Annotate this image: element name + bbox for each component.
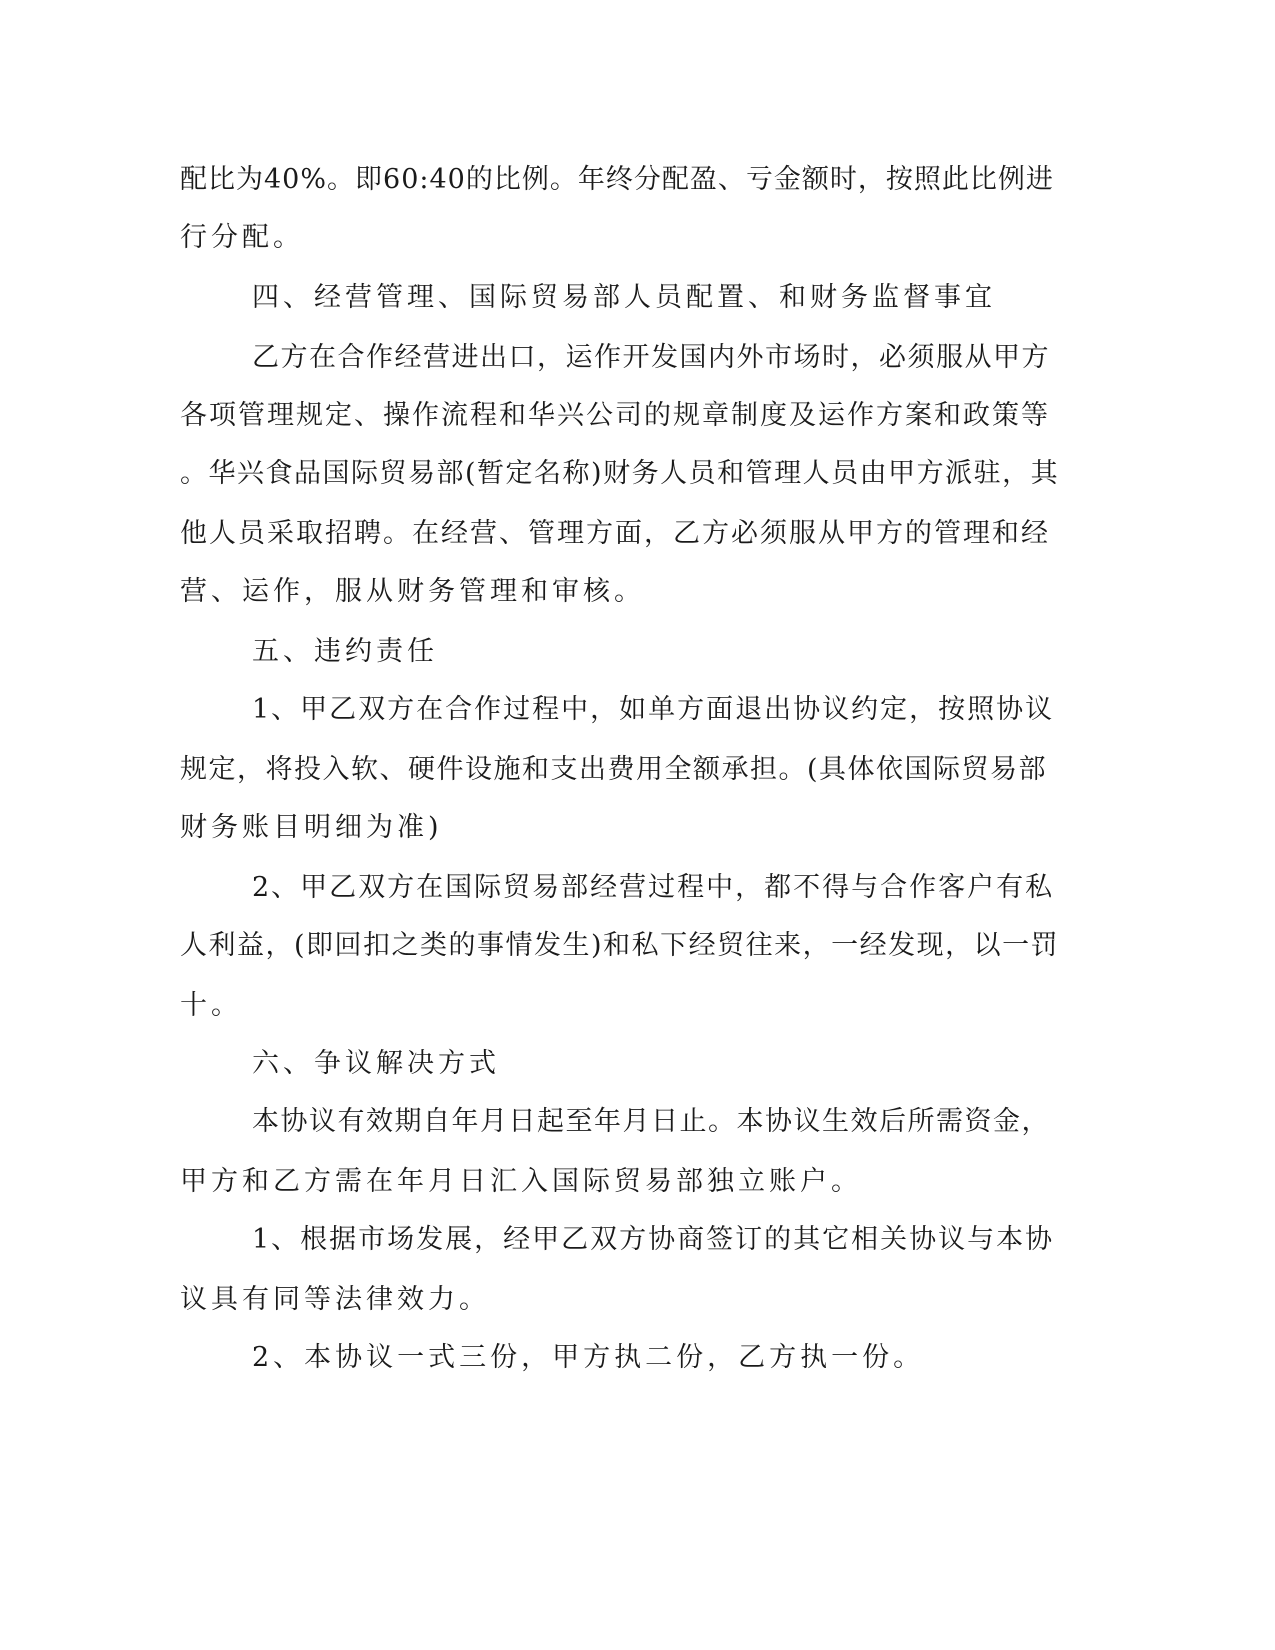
text-line: 议具有同等法律效力。 [180,1284,490,1315]
text-line: 1、甲乙双方在合作过程中，如单方面退出协议约定，按照协议 [252,694,1055,725]
text-line: 各项管理规定、操作流程和华兴公司的规章制度及运作方案和政策等 [180,400,1050,431]
text-line: 规定，将投入软、硬件设施和支出费用全额承担。(具体依国际贸易部 [180,754,1048,785]
text-line: 营、运作，服从财务管理和审核。 [180,576,645,607]
text-line: 2、甲乙双方在国际贸易部经营过程中，都不得与合作客户有私 [252,872,1055,903]
text-line: 人利益，(即回扣之类的事情发生)和私下经贸往来，一经发现，以一罚 [180,930,1060,961]
text-line: 财务账目明细为准) [180,812,443,843]
section-heading: 六、争议解决方式 [252,1048,500,1079]
section-heading: 四、经营管理、国际贸易部人员配置、和财务监督事宜 [252,282,996,313]
text-line: 十。 [180,990,242,1021]
text-line: 行分配。 [180,222,304,253]
text-line: 他人员采取招聘。在经营、管理方面，乙方必须服从甲方的管理和经 [180,518,1050,549]
text-line: 1、根据市场发展，经甲乙双方协商签订的其它相关协议与本协 [252,1224,1055,1255]
section-heading: 五、违约责任 [252,636,438,667]
text-line: 配比为40%。即60:40的比例。年终分配盈、亏金额时，按照此比例进 [180,164,1054,195]
text-line: 。华兴食品国际贸易部(暂定名称)财务人员和管理人员由甲方派驻，其 [180,458,1060,489]
text-line: 2、本协议一式三份，甲方执二份，乙方执一份。 [252,1342,925,1373]
text-line: 本协议有效期自年月日起至年月日止。本协议生效后所需资金， [252,1106,1050,1137]
text-line: 乙方在合作经营进出口，运作开发国内外市场时，必须服从甲方 [252,342,1050,373]
text-line: 甲方和乙方需在年月日汇入国际贸易部独立账户。 [180,1166,862,1197]
